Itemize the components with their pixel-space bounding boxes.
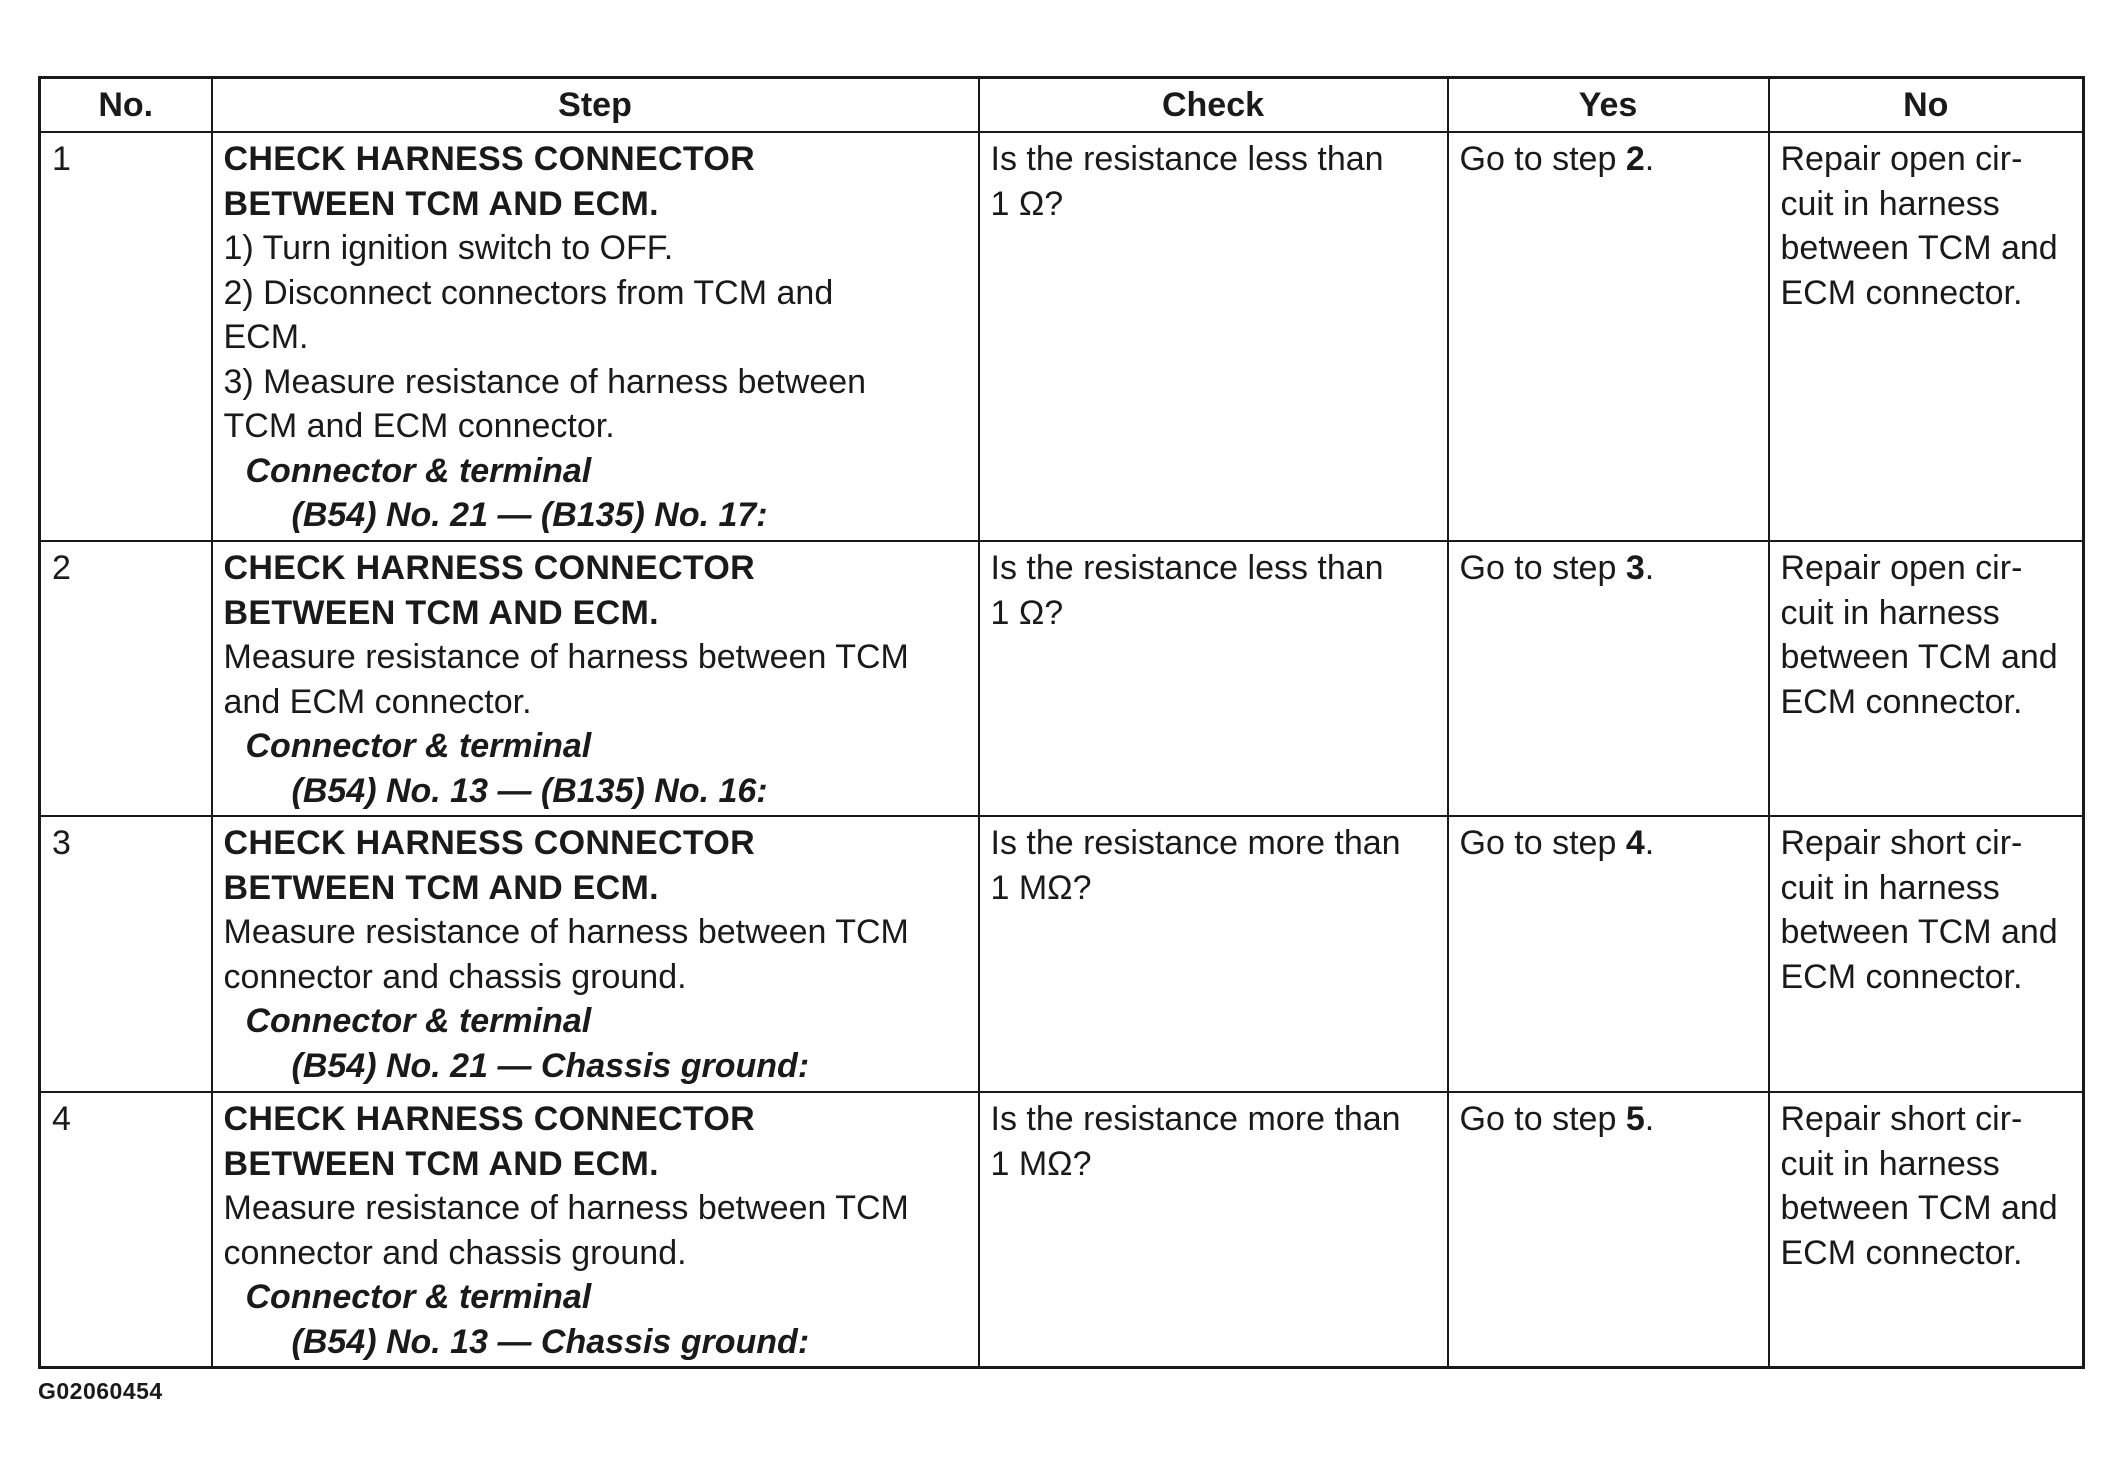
no-result-line: ECM connector. — [1780, 682, 2023, 721]
no-result-line: between TCM and — [1780, 229, 2058, 267]
step-title-line: BETWEEN TCM AND ECM. — [223, 184, 659, 223]
step-title-line: BETWEEN TCM AND ECM. — [223, 593, 659, 632]
no-result-cell — [1769, 132, 2084, 541]
step-title-line: CHECK HARNESS CONNECTOR — [223, 549, 755, 587]
step-title-line: CHECK HARNESS CONNECTOR — [223, 824, 755, 862]
yes-cell — [1448, 816, 1769, 1092]
connector-label: Connector & terminal — [245, 1278, 592, 1316]
check-line: 1 MΩ? — [990, 868, 1092, 907]
step-cell — [212, 1092, 979, 1368]
no-result-line: cuit in harness — [1780, 1144, 2000, 1183]
no-result-line: Repair short cir- — [1780, 824, 2023, 862]
step-cell — [212, 816, 979, 1092]
table-row — [40, 1092, 2084, 1368]
no-result-line: cuit in harness — [1780, 868, 2000, 907]
yes-prefix: Go to step — [1459, 1100, 1626, 1138]
connector-terminal-value: (B54) No. 21 — (B135) No. 17: — [291, 496, 768, 534]
step-title-line: CHECK HARNESS CONNECTOR — [223, 140, 755, 178]
connector-label: Connector & terminal — [245, 451, 592, 490]
step-title-line: BETWEEN TCM AND ECM. — [223, 868, 659, 907]
check-cell — [979, 132, 1448, 541]
table-body — [40, 132, 2084, 1368]
check-line: Is the resistance more than — [990, 1100, 1401, 1138]
check-cell — [979, 541, 1448, 816]
yes-prefix: Go to step — [1459, 549, 1626, 587]
yes-prefix: Go to step — [1459, 140, 1626, 178]
step-instruction-line: connector and chassis ground. — [223, 957, 687, 996]
yes-suffix: . — [1644, 140, 1655, 178]
header-no: No. — [40, 78, 212, 133]
table-row — [40, 132, 2084, 541]
step-cell — [212, 541, 979, 816]
step-number-cell: 4 — [40, 1092, 212, 1368]
connector-label: Connector & terminal — [245, 727, 592, 765]
no-result-line: ECM connector. — [1780, 957, 2023, 996]
connector-terminal-value: (B54) No. 21 — Chassis ground: — [291, 1046, 810, 1085]
no-result-cell — [1769, 816, 2084, 1092]
step-cell — [212, 132, 979, 541]
table-row — [40, 816, 2084, 1092]
no-result-line: between TCM and — [1780, 638, 2058, 676]
check-line: 1 Ω? — [990, 593, 1064, 632]
diagnostic-table — [38, 76, 2085, 1369]
step-number-cell: 1 — [40, 132, 212, 541]
no-result-line: between TCM and — [1780, 1189, 2058, 1227]
yes-suffix: . — [1644, 1100, 1655, 1138]
table-row — [40, 541, 2084, 816]
step-instruction-line: 2) Disconnect connectors from TCM and — [223, 273, 834, 312]
yes-cell — [1448, 132, 1769, 541]
no-result-line: Repair short cir- — [1780, 1100, 2023, 1138]
yes-step-number: 2 — [1625, 140, 1645, 178]
connector-terminal-value: (B54) No. 13 — Chassis ground: — [291, 1322, 810, 1361]
header-row — [40, 78, 2084, 133]
step-instruction-line: TCM and ECM connector. — [223, 407, 615, 445]
step-instruction-line: and ECM connector. — [223, 682, 532, 721]
step-instruction-line: ECM. — [223, 318, 309, 356]
yes-suffix: . — [1644, 824, 1655, 862]
no-result-line: Repair open cir- — [1780, 140, 2023, 178]
no-result-line: cuit in harness — [1780, 593, 2000, 632]
step-number-cell: 3 — [40, 816, 212, 1092]
no-result-line: between TCM and — [1780, 913, 2058, 951]
step-instruction-line: Measure resistance of harness between TCM — [223, 913, 909, 951]
yes-step-number: 5 — [1625, 1100, 1645, 1138]
step-instruction-line: 3) Measure resistance of harness between — [223, 362, 867, 401]
check-line: Is the resistance less than — [990, 140, 1384, 178]
step-title-line: BETWEEN TCM AND ECM. — [223, 1144, 659, 1183]
header-check: Check — [979, 78, 1448, 133]
no-result-line: ECM connector. — [1780, 273, 2023, 312]
step-instruction-line: Measure resistance of harness between TCM — [223, 638, 909, 676]
yes-cell — [1448, 1092, 1769, 1368]
check-line: 1 MΩ? — [990, 1144, 1092, 1183]
connector-terminal-value: (B54) No. 13 — (B135) No. 16: — [291, 771, 768, 810]
check-cell — [979, 816, 1448, 1092]
header-yes: Yes — [1448, 78, 1769, 133]
step-instruction-line: Measure resistance of harness between TCM — [223, 1189, 909, 1227]
yes-cell — [1448, 541, 1769, 816]
table-header — [40, 78, 2084, 133]
no-result-cell — [1769, 541, 2084, 816]
step-number-cell: 2 — [40, 541, 212, 816]
no-result-cell — [1769, 1092, 2084, 1368]
yes-step-number: 4 — [1625, 824, 1645, 862]
header-no-result: No — [1769, 78, 2084, 133]
step-instruction-line: 1) Turn ignition switch to OFF. — [223, 229, 674, 267]
header-step: Step — [212, 78, 979, 133]
step-instruction-line: connector and chassis ground. — [223, 1233, 687, 1272]
no-result-line: ECM connector. — [1780, 1233, 2023, 1272]
check-line: Is the resistance less than — [990, 549, 1384, 587]
yes-step-number: 3 — [1625, 549, 1645, 587]
no-result-line: Repair open cir- — [1780, 549, 2023, 587]
yes-suffix: . — [1644, 549, 1655, 587]
figure-code: G02060454 — [38, 1378, 163, 1404]
check-line: 1 Ω? — [990, 184, 1064, 223]
check-cell — [979, 1092, 1448, 1368]
check-line: Is the resistance more than — [990, 824, 1401, 862]
yes-prefix: Go to step — [1459, 824, 1626, 862]
no-result-line: cuit in harness — [1780, 184, 2000, 223]
step-title-line: CHECK HARNESS CONNECTOR — [223, 1100, 755, 1138]
connector-label: Connector & terminal — [245, 1002, 592, 1040]
